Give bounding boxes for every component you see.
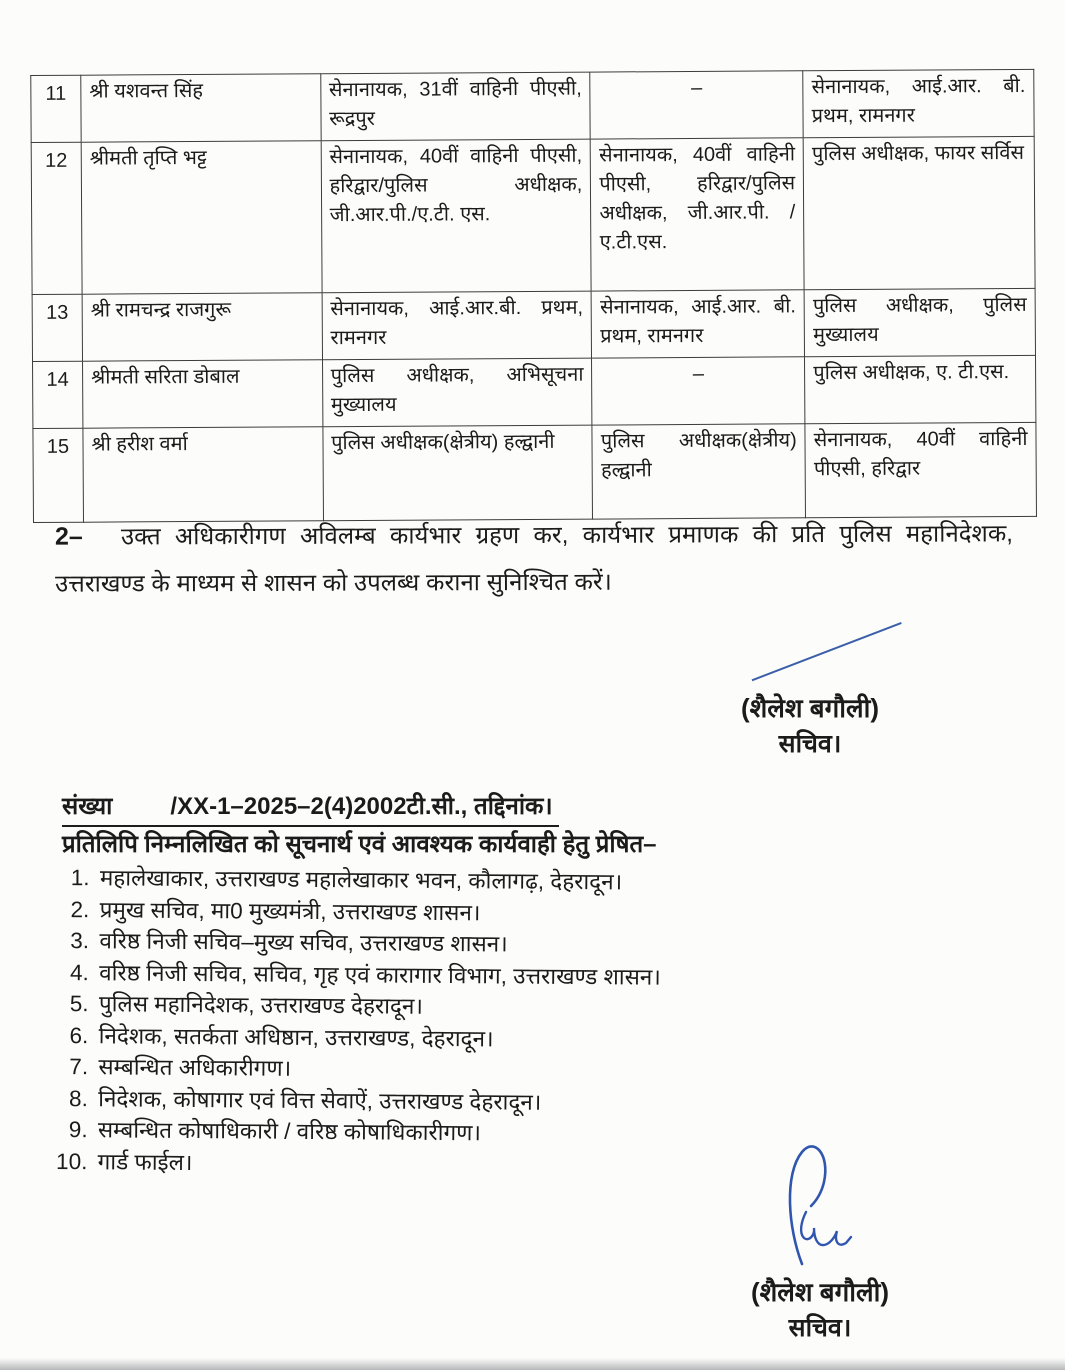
recipients-section	[60, 862, 922, 1184]
new-posting-cell: पुलिस अधीक्षक, पुलिस मुख्यालय	[804, 288, 1035, 356]
new-posting-cell: पुलिस अधीक्षक, फायर सर्विस	[803, 136, 1035, 289]
current-posting-cell: सेनानायक, 40वीं वाहिनी पीएसी, हरिद्वार/पुलिस अधीक्षक, जी.आर.पी./ए.टी. एस.	[321, 139, 592, 293]
serial-cell: 11	[31, 75, 81, 142]
recipient-item: 4. वरिष्ठ निजी सचिव, सचिव, गृह एवं कारागार विभाग, उत्तराखण्ड शासन।	[95, 957, 921, 995]
recipient-item: 9. सम्बन्धित कोषाधिकारी / वरिष्ठ कोषाधिकारीगण।	[94, 1114, 920, 1152]
current-posting-cell: पुलिस अधीक्षक, अभिसूचना मुख्यालय	[322, 358, 592, 427]
copy-to-heading: प्रतिलिपि निम्नलिखित को सूचनार्थ एवं आवश्यक कार्यवाही हेतु प्रेषित–	[62, 831, 657, 858]
table-row	[32, 288, 1035, 361]
recipient-item: 6. निदेशक, सतर्कता अधिष्ठान, उत्तराखण्ड, देहरादून।	[95, 1020, 921, 1058]
table-row	[31, 136, 1035, 294]
signatory-title: सचिव।	[788, 1314, 852, 1342]
recipient-item: 10. गार्ड फाईल।	[94, 1146, 920, 1184]
serial-cell: 14	[33, 361, 83, 428]
table-row	[33, 422, 1037, 522]
officers-table-body	[31, 69, 1037, 522]
signature-scribble-icon	[772, 1140, 854, 1270]
number-label: संख्या	[62, 793, 113, 820]
table-row	[33, 355, 1036, 428]
paragraph-2-number: 2–	[54, 522, 83, 551]
recipient-item: 5. पुलिस महानिदेशक, उत्तराखण्ड देहरादून।	[95, 988, 921, 1026]
addl-posting-cell: पुलिस अधीक्षक(क्षेत्रीय) हल्द्वानी	[592, 424, 805, 519]
current-posting-cell: सेनानायक, 31वीं वाहिनी पीएसी, रूद्रपुर	[320, 72, 590, 141]
new-posting-cell: पुलिस अधीक्षक, ए. टी.एस.	[805, 355, 1036, 423]
current-posting-cell: सेनानायक, आई.आर.बी. प्रथम, रामनगर	[322, 291, 592, 360]
signature-block-bottom	[660, 1274, 980, 1346]
recipient-item: 7. सम्बन्धित अधिकारीगण।	[94, 1051, 920, 1089]
officer-name-cell: श्री हरीश वर्मा	[83, 427, 323, 522]
current-posting-cell: पुलिस अधीक्षक(क्षेत्रीय) हल्द्वानी	[323, 425, 593, 521]
reference-number-line	[62, 789, 559, 827]
recipient-item: 3. वरिष्ठ निजी सचिव–मुख्य सचिव, उत्तराखण्ड शासन।	[95, 925, 921, 963]
signature-stroke-top	[752, 622, 902, 681]
paragraph-2-text: उक्त अधिकारीगण अविलम्ब कार्यभार ग्रहण कर, कार्यभार प्रमाणक की प्रति पुलिस महानिदेशक, उत्तराखण्ड के माध्यम से शासन को उपलब्ध कराना सुनिश्चित करें।	[55, 520, 1013, 598]
signatory-title: सचिव।	[778, 730, 842, 758]
recipient-item: 1. महालेखाकार, उत्तराखण्ड महालेखाकार भवन, कौलागढ़, देहरादून।	[96, 862, 922, 900]
officer-name-cell: श्री यशवन्त सिंह	[81, 74, 321, 142]
officer-name-cell: श्रीमती तृप्ति भट्ट	[81, 141, 322, 294]
serial-cell: 15	[33, 428, 84, 522]
serial-cell: 13	[32, 294, 82, 361]
paragraph-2	[55, 510, 1013, 607]
addl-posting-cell: सेनानायक, आई.आर. बी. प्रथम, रामनगर	[591, 290, 804, 358]
new-posting-cell: सेनानायक, आई.आर. बी. प्रथम, रामनगर	[803, 69, 1034, 137]
signature-block-top	[650, 690, 970, 762]
officer-name-cell: श्री रामचन्द्र राजगुरू	[82, 293, 322, 361]
new-posting-cell: सेनानायक, 40वीं वाहिनी पीएसी, हरिद्वार	[805, 422, 1036, 517]
signatory-name: (शैलेश बगौली)	[740, 693, 880, 723]
number-value: /XX-1–2025–2(4)2002टी.सी., तद्दिनांक।	[170, 793, 553, 820]
officer-name-cell: श्रीमती सरिता डोबाल	[82, 360, 322, 428]
addl-posting-cell: –	[592, 357, 805, 425]
table-row	[31, 69, 1034, 142]
recipient-item: 8. निदेशक, कोषागार एवं वित्त सेवाऐं, उत्तराखण्ड देहरादून।	[94, 1083, 920, 1121]
addl-posting-cell: सेनानायक, 40वीं वाहिनी पीएसी, हरिद्वार/पुलिस अधीक्षक, जी.आर.पी. /ए.टी.एस.	[591, 138, 805, 291]
officers-table	[30, 69, 1037, 523]
scan-edge-shadow	[0, 1358, 1065, 1370]
recipient-item: 2. प्रमुख सचिव, मा0 मुख्यमंत्री, उत्तराखण्ड शासन।	[96, 894, 922, 932]
recipients-list	[60, 862, 922, 1184]
addl-posting-cell: –	[590, 71, 803, 139]
signatory-name: (शैलेश बगौली)	[750, 1277, 890, 1307]
serial-cell: 12	[31, 142, 82, 294]
